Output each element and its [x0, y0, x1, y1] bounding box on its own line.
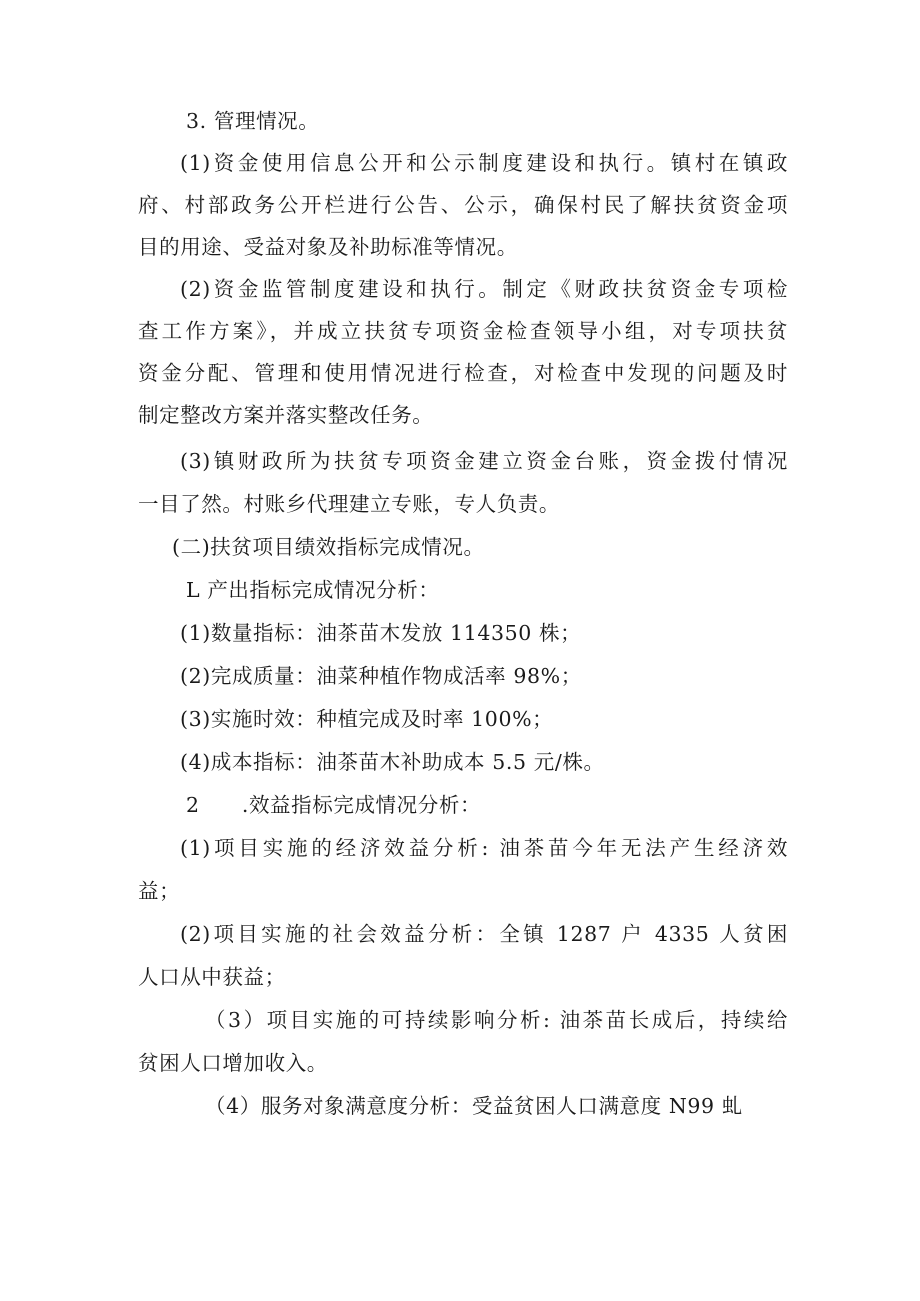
paragraph-line: (2)资金监管制度建设和执行。制定《财政扶贫资金专项检 — [180, 277, 788, 301]
paragraph-line: 查工作方案》，并成立扶贫专项资金检查领导小组，对专项扶贫 — [138, 319, 788, 343]
paragraph-line: (1)资金使用信息公开和公示制度建设和执行。镇村在镇政 — [180, 151, 788, 175]
list-item: （4）服务对象满意度分析：受益贫困人口满意度 N99 虬 — [205, 1094, 743, 1118]
heading-management-status: 3. 管理情况。 — [186, 109, 320, 133]
paragraph-line: 目的用途、受益对象及补助标准等情况。 — [138, 235, 518, 259]
list-item: (1)数量指标：油茶苗木发放 114350 株； — [180, 621, 582, 645]
paragraph-line: 府、村部政务公开栏进行公告、公示，确保村民了解扶贫资金项 — [138, 193, 788, 217]
subsection-heading: 2 .效益指标完成情况分析： — [186, 793, 482, 817]
list-item: （3）项目实施的可持续影响分析: 油茶苗长成后，持续给 — [205, 1008, 788, 1032]
subsection-heading: L 产出指标完成情况分析： — [186, 578, 440, 602]
paragraph-line: 人口从中获益； — [138, 965, 286, 989]
list-item: (2)完成质量：油菜种植作物成活率 98%； — [180, 664, 582, 688]
paragraph-line: 一目了然。村账乡代理建立专账，专人负责。 — [138, 492, 560, 516]
paragraph-line: 贫困人口增加收入。 — [138, 1051, 328, 1075]
paragraph-line: 资金分配、管理和使用情况进行检查，对检查中发现的问题及时 — [138, 361, 788, 385]
list-item: (4)成本指标：油茶苗木补助成本 5.5 元/株。 — [180, 750, 605, 774]
list-item: (3)实施时效：种植完成及时率 100%； — [180, 707, 554, 731]
list-item: (2)项目实施的社会效益分析：全镇 1287 户 4335 人贫困 — [180, 922, 788, 946]
paragraph-line: 益； — [138, 879, 181, 903]
list-item: (1)项目实施的经济效益分析: 油茶苗今年无法产生经济效 — [180, 836, 788, 860]
paragraph-line: (3)镇财政所为扶贫专项资金建立资金台账，资金拨付情况 — [180, 449, 788, 473]
paragraph-line: 制定整改方案并落实整改任务。 — [138, 403, 434, 427]
section-heading: (二)扶贫项目绩效指标完成情况。 — [172, 535, 485, 559]
